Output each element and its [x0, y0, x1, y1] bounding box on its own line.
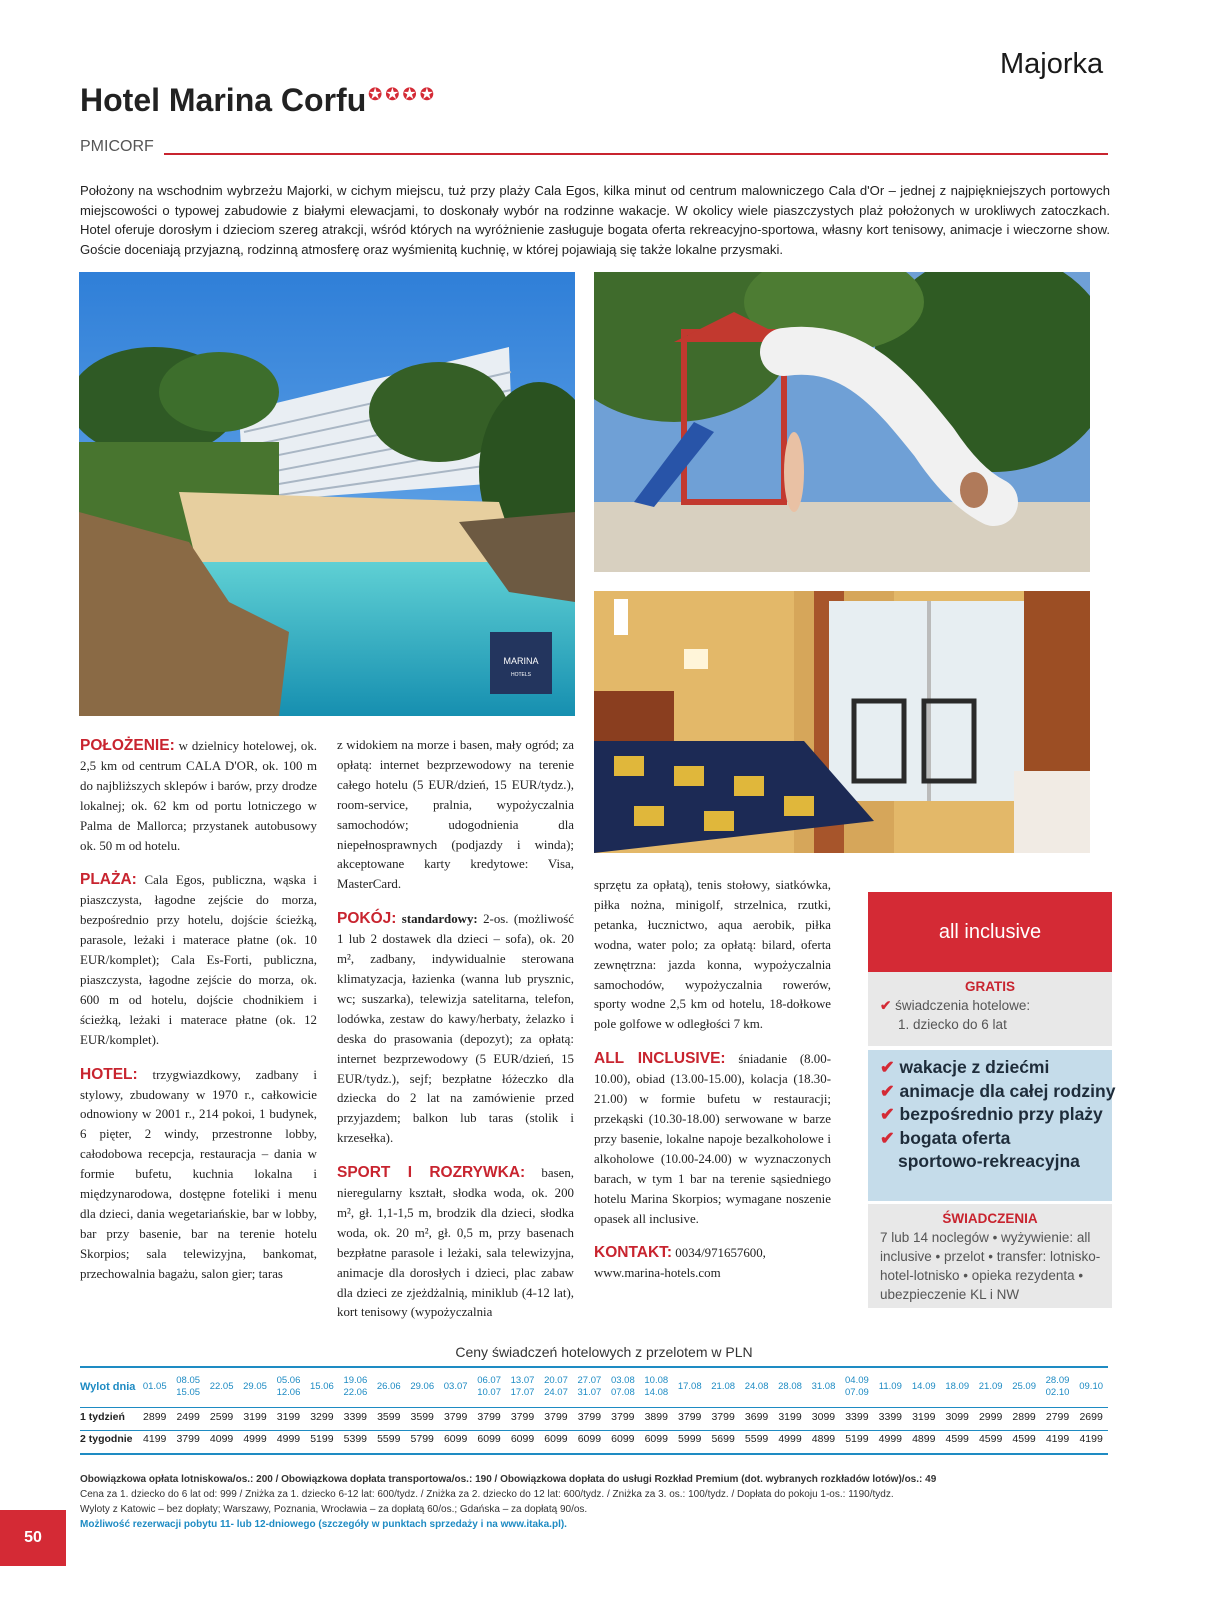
text-hotel: trzygwiazdkowy, zadbany i stylowy, zbudowany w 1970 r., całkowicie odnowiony w 2001 r., 214 pokoi, 1 budynek, 6 pięter, 2 windy, przestronne lobby, całodobowa recepcja, restauracja – dania w formie bufetu, kuchnia lokalna i międzynarodowa, dostępne foteliki i menu dla dzieci, dania wegetariańskie, bar w lobby, bar przy basenie, bar na terenie hotelu Skorpios; sala telewizyjna, bankomat, przechowalnia bagażu, salon gier; taras — [80, 1067, 317, 1281]
date-cell: 03.08 07.08 — [610, 1375, 635, 1398]
price-cell: 4199 — [143, 1433, 167, 1445]
heading-all-inclusive: ALL INCLUSIVE: — [594, 1050, 726, 1068]
price-notes — [80, 1472, 936, 1532]
highlight-item: ✔ bezpośrednio przy plaży — [880, 1104, 1103, 1124]
price-cell: 6099 — [644, 1433, 668, 1445]
date-cell: 28.09 02.10 — [1045, 1375, 1070, 1398]
all-inclusive-banner: all inclusive — [868, 892, 1112, 972]
price-cell: 3799 — [443, 1411, 468, 1423]
table-row-week2 — [80, 1428, 1108, 1450]
heading-polozenie: POŁOŻENIE: — [80, 737, 175, 754]
page-number: 50 — [0, 1510, 66, 1566]
gratis-box — [868, 972, 1112, 1046]
text-hotel-cont: z widokiem na morze i basen, mały ogród; za opłatą: internet bezprzewodowy na terenie całego hotelu (5 EUR/dzień, 15 EUR/tydz.), room-service, pralnia, wypożyczalnia samochodów; udogodnienia dla niepełnosprawnych (podjazdy i winda); akceptowane karty kredytowe: Visa, MasterCard. — [337, 738, 574, 892]
header-divider — [164, 153, 1108, 155]
offer-code: PMICORF — [80, 138, 154, 155]
row-label: 2 tygodnie — [80, 1433, 133, 1445]
column-1 — [80, 736, 317, 1299]
price-cell: 4999 — [878, 1433, 903, 1445]
price-cell: 2899 — [143, 1411, 167, 1423]
text-polozenie: w dzielnicy hotelowej, ok. 2,5 km od centrum CALA D'OR, ok. 100 m do najbliższych sklepów i barów, przy drodze lokalnej; ok. 62 km od portu lotniczego w Palma de Mallorca; przystanek autobusowy ok. 50 m od hotelu. — [80, 739, 317, 853]
row-label: 1 tydzień — [80, 1411, 125, 1423]
heading-pokoj: POKÓJ: — [337, 910, 397, 928]
price-cell: 4099 — [209, 1433, 234, 1445]
date-cell: 17.08 — [677, 1381, 702, 1392]
highlight-item: ✔ wakacje z dziećmi — [880, 1057, 1050, 1077]
gratis-heading: GRATIS — [965, 979, 1015, 994]
price-cell: 6099 — [577, 1433, 602, 1445]
text-sport-cont: sprzętu za opłatą), tenis stołowy, siatkówka, piłka nożna, minigolf, strzelnica, rzutki, petanka, łucznictwo, aqua aerobik, piłka wodna, water polo; za opłatą: bilard, oferta zewnętrzna: jazda konna, wypożyczalnia samochodów, wypożyczalnia rowerów, sporty wodne 2,5 km od hotelu, 18-dołkowe pole golfowe w odległości 7 km. — [594, 878, 831, 1032]
check-icon: ✔ — [880, 1104, 895, 1124]
heading-sport: SPORT I ROZRYWKA: — [337, 1164, 526, 1182]
date-cell: 05.06 12.06 — [276, 1375, 301, 1398]
date-cell: 06.07 10.07 — [477, 1375, 501, 1398]
price-cell: 2699 — [1079, 1411, 1103, 1423]
date-cell: 31.08 — [811, 1381, 836, 1392]
swiadczenia-heading: ŚWIADCZENIA — [942, 1211, 1038, 1226]
price-cell: 4999 — [276, 1433, 301, 1445]
star-icon: ✪ — [402, 85, 417, 104]
star-icon: ✪ — [419, 85, 434, 104]
price-cell: 6099 — [443, 1433, 468, 1445]
note-line-3: Wyloty z Katowic – bez dopłaty; Warszawy, Poznania, Wrocławia – za dopłatą 60/os.; Gdańska – za dopłatą 90/os. — [80, 1504, 588, 1515]
price-cell: 2899 — [1012, 1411, 1036, 1423]
price-cell: 5399 — [343, 1433, 368, 1445]
price-cell: 3799 — [611, 1411, 635, 1423]
price-cell: 6099 — [611, 1433, 635, 1445]
price-cell: 5199 — [310, 1433, 334, 1445]
price-cell: 3599 — [377, 1411, 401, 1423]
date-cell: 03.07 — [443, 1381, 468, 1392]
photo-room — [594, 591, 1090, 853]
price-cell: 5599 — [744, 1433, 769, 1445]
price-cell: 6099 — [510, 1433, 535, 1445]
check-icon: ✔ — [880, 1080, 895, 1101]
heading-plaza: PLAŻA: — [80, 871, 137, 889]
price-cell: 2599 — [209, 1411, 234, 1423]
price-cell: 3799 — [477, 1411, 501, 1423]
price-cell: 3399 — [878, 1411, 903, 1423]
intro-text: Położony na wschodnim wybrzeżu Majorki, w cichym miejscu, tuż przy plaży Cala Egos, kilka minut od centrum malowniczego Cala d'Or – jednej z najpiękniejszych portowych miejscowości o typowej zabudowie z białymi elewacjami, to doskonały wybór na rodzinne wakacje. W okolicy wiele piaszczystych plaż położonych w urokliwych zatoczkach. Hotel oferuje dorosłym i dzieciom szereg atrakcji, wśród których na wyróżnienie zasługuje bogata oferta rekreacyjno-sportowa, własny kort tenisowy, animacje i wieczorne show. Goście doceniają przyjazną, rodzinną atmosferę oraz wyśmienitą kuchnię, w której pojawiają się także lokalne przysmaki. — [80, 183, 1110, 257]
price-cell: 4999 — [778, 1433, 802, 1445]
date-cell: 21.08 — [711, 1381, 736, 1392]
date-cell: 08.05 15.05 — [176, 1375, 201, 1398]
date-cell: 25.09 — [1012, 1381, 1036, 1392]
photo-beach-hotel — [79, 272, 575, 716]
date-cell: 15.06 — [310, 1381, 334, 1392]
price-cell: 4999 — [243, 1433, 267, 1445]
highlight-item: ✔ animacje dla całej rodziny — [880, 1080, 1116, 1101]
price-cell: 4199 — [1045, 1433, 1070, 1445]
table-rule — [80, 1453, 1108, 1455]
price-cell: 3799 — [678, 1411, 702, 1423]
check-icon: ✔ — [880, 1127, 895, 1148]
price-cell: 6099 — [477, 1433, 501, 1445]
text-plaza: Cala Egos, publiczna, wąska i piaszczysta, łagodne zejście do morza, bezpośrednio przy hotelu, dojście ścieżką, parasole, leżaki i materace płatne (ok. 10 EUR/komplet); Cala Es-Forti, publiczna, piaszczysta, łagodne zejście do morza, ok. 600 m od hotelu, dojście chodnikiem i ścieżką, leżaki i materace płatne (ok. 12 EUR/komplet). — [80, 873, 317, 1047]
date-cell: 20.07 24.07 — [544, 1375, 568, 1398]
heading-kontakt: KONTAKT: — [594, 1244, 673, 1262]
price-cell: 4899 — [912, 1433, 936, 1445]
date-cell: 29.06 — [410, 1381, 435, 1392]
price-cell: 5199 — [845, 1433, 869, 1445]
hotel-name: Hotel Marina Corfu — [80, 82, 367, 118]
price-cell: 4599 — [1012, 1433, 1036, 1445]
date-cell: 04.09 07.09 — [845, 1375, 869, 1398]
check-icon: ✔ — [880, 1057, 895, 1077]
price-table — [80, 1368, 1108, 1450]
pokoj-lead: standardowy: — [401, 912, 478, 927]
price-cell: 3199 — [778, 1411, 802, 1423]
price-cell: 5599 — [377, 1433, 401, 1445]
price-cell: 3099 — [945, 1411, 969, 1423]
text-all-inclusive: śniadanie (8.00-10.00), obiad (13.00-15.00), kolacja (18.30-21.00) w formie bufetu w restauracji; przekąski (10.30-18.00) serwowane w barze przy basenie, lokalne napoje bezalkoholowe i alkoholowe (10.00-24.00) w wyznaczonych barach, w tym 1 bar na terenie sąsiedniego hotelu Marina Skorpios; wymagane noszenie opasek all inclusive. — [594, 1052, 831, 1226]
price-cell: 3799 — [510, 1411, 535, 1423]
price-cell: 4899 — [811, 1433, 836, 1445]
column-3 — [594, 876, 831, 1298]
highlight-item: ✔ bogata oferta sportowo-rekreacyjna — [880, 1127, 1080, 1171]
date-cell: 22.05 — [209, 1381, 234, 1392]
note-line-1: Obowiązkowa opłata lotniskowa/os.: 200 / Obowiązkowa dopłata transportowa/os.: 190 / Obowiązkowa dopłata do usługi Rozkład Premium (dot. wybranych rozkładów lotów)/os.: 49 — [80, 1474, 937, 1485]
price-cell: 5799 — [410, 1433, 434, 1445]
date-cell: 01.05 — [142, 1381, 167, 1392]
price-cell: 6099 — [544, 1433, 568, 1445]
star-icon: ✪ — [368, 85, 383, 104]
price-cell: 3799 — [577, 1411, 602, 1423]
text-sport: basen, nieregularny kształt, słodka woda, ok. 200 m², gł. 1,1-1,5 m, brodzik dla dzieci, słodka woda, ok. 20 m², gł. 0,5 m, przy basenach bezpłatne parasole i leżaki, sala telewizyjna, animacje dla dorosłych i dzieci, plac zabaw dla dzieci ze zjeżdżalnią, miniklub (4-12 lat), kort tenisowy (wypożyczalnia — [337, 1166, 574, 1320]
marina-logo-text: MARINA — [503, 656, 539, 666]
price-table-title: Ceny świadczeń hotelowych z przelotem w PLN — [455, 1344, 753, 1360]
price-cell: 2799 — [1045, 1411, 1070, 1423]
price-cell: 2499 — [176, 1411, 200, 1423]
swiadczenia-text: 7 lub 14 noclegów • wyżywienie: all inclusive • przelot • transfer: lotnisko-hotel-lotnisko • opieka rezydenta • ubezpieczenie KL i NW — [880, 1230, 1101, 1302]
price-cell: 2999 — [978, 1411, 1003, 1423]
date-cell: 11.09 — [878, 1381, 902, 1392]
price-cell: 3899 — [644, 1411, 668, 1423]
price-cell: 3099 — [811, 1411, 836, 1423]
price-cell: 5699 — [711, 1433, 735, 1445]
price-cell: 3199 — [912, 1411, 936, 1423]
star-rating — [368, 86, 434, 103]
row-label: Wylot dnia — [80, 1381, 136, 1393]
price-cell: 4599 — [978, 1433, 1003, 1445]
price-cell: 3399 — [343, 1411, 368, 1423]
date-cell: 10.08 14.08 — [644, 1375, 669, 1398]
price-cell: 3799 — [711, 1411, 735, 1423]
note-line-2: Cena za 1. dziecko do 6 lat od: 999 / Zniżka za 1. dziecko 6-12 lat: 600/tydz. / Zniżka za 2. dziecko do 12 lat: 600/tydz. / Zniżka za 3. os.: 100/tydz. / Dopłata do pokoju 1-os.: 1190/tydz. — [80, 1489, 894, 1500]
date-cell: 18.09 — [945, 1381, 970, 1392]
region-title: Majorka — [1000, 48, 1104, 80]
price-cell: 4199 — [1079, 1433, 1103, 1445]
gratis-line-1: ✔ świadczenia hotelowe: — [880, 998, 1031, 1013]
price-cell: 3199 — [276, 1411, 301, 1423]
price-cell: 4599 — [945, 1433, 969, 1445]
check-icon: ✔ — [880, 998, 892, 1013]
date-cell: 13.07 17.07 — [510, 1375, 535, 1398]
photo-playground — [594, 272, 1090, 572]
price-cell: 3699 — [744, 1411, 769, 1423]
star-icon: ✪ — [385, 85, 400, 104]
date-cell: 26.06 — [376, 1381, 401, 1392]
price-cell: 3799 — [176, 1433, 200, 1445]
price-cell: 3399 — [845, 1411, 869, 1423]
column-2 — [337, 736, 574, 1337]
price-cell: 3299 — [310, 1411, 334, 1423]
date-cell: 19.06 22.06 — [343, 1375, 368, 1398]
price-cell: 3199 — [243, 1411, 267, 1423]
price-cell: 5999 — [678, 1433, 702, 1445]
kontakt-phone: 0034/971657600, — [675, 1246, 766, 1261]
table-row-dates — [80, 1368, 1108, 1406]
price-cell: 3799 — [544, 1411, 568, 1423]
date-cell: 14.09 — [911, 1381, 936, 1392]
marina-logo-sub: HOTELS — [510, 672, 532, 678]
date-cell: 09.10 — [1079, 1381, 1104, 1392]
date-cell: 28.08 — [778, 1381, 802, 1392]
swiadczenia-box — [868, 1204, 1112, 1308]
note-line-4: Możliwość rezerwacji pobytu 11- lub 12-dniowego (szczegóły w punktach sprzedaży i na www.itaka.pl). — [80, 1519, 567, 1530]
date-cell: 27.07 31.07 — [577, 1375, 602, 1398]
date-cell: 24.08 — [744, 1381, 769, 1392]
date-cell: 29.05 — [243, 1381, 267, 1392]
heading-hotel: HOTEL: — [80, 1065, 138, 1083]
text-pokoj: 2-os. (możliwość 1 lub 2 dostawek dla dzieci – sofa), ok. 20 m², zadbany, indywidualnie sterowana klimatyzacja, łazienka (wanna lub prysznic, wc; suszarka), telewizja satelitarna, telefon, lodówka, zestaw do kawy/herbaty, żelazko i deska do prasowania (depozyt); za opłatą: internet bezprzewodowy (5 EUR/dzień, 15 EUR/tydz.), sejf; bezpłatne łóżeczko dla dziecka do 2 lat na zamówienie przed przyjazdem; balkon lub taras (stolik i krzesełka). — [337, 912, 574, 1146]
gratis-line-2: 1. dziecko do 6 lat — [898, 1017, 1007, 1032]
date-cell: 21.09 — [978, 1381, 1003, 1392]
highlights-box — [868, 1050, 1116, 1201]
table-row-week1 — [80, 1406, 1108, 1428]
kontakt-website[interactable]: www.marina-hotels.com — [594, 1266, 721, 1281]
price-cell: 3599 — [410, 1411, 434, 1423]
